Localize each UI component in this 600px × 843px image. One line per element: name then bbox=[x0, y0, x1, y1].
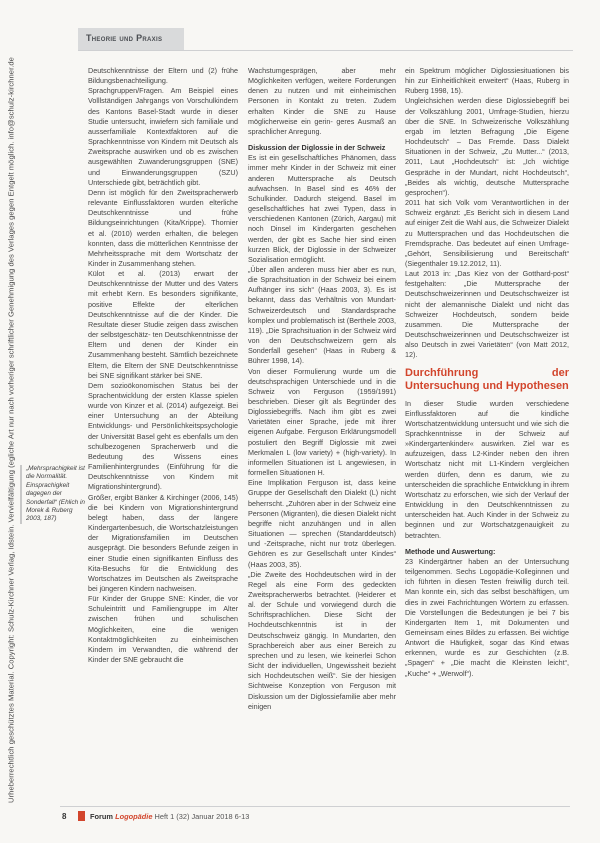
pull-quote: „Mehrsprachigkeit ist die Normalität. Einsprachigkeit dagegen der Sonderfall“ (Ehlich in Morek & Ruberg 2003, 187) bbox=[20, 465, 88, 524]
section-header-title: Theorie und Praxis bbox=[86, 33, 163, 43]
column-1 bbox=[88, 66, 238, 665]
paragraph: Ungleichsichen werden diese Diglossiebegriff bei der Volkszählung 2001, Umfrage-Studien, hierzu über die SNE. In Schweizerische Volkszählung ergab im letzten Befragung „Die Eigene Hochdeutsch“ – Das Fremde. Dass Dialekt Situationen in der Schweiz, „Zu Mutter...“ (2013, 2011, Laut „Hochdeutsch“ ist: „Ich wichtige Gespräche in der Mundart, nicht Hochdeutsch“, „Beides als wichtig, deutsche Muttersprache gesprochen“). bbox=[405, 96, 569, 197]
paragraph: „Über allen anderen muss hier aber es nun, die Sprachsituation in der Schweiz bei einem Aufhänger ins sich“ (Haas 2003, 3). Es ist bekannt, dass das Verhältnis von Mundart-Schweizerdeutsch und Standardsprache komplex und problematisch ist (Berthele 2003, 119). „Die Sprachsituation in der Schweiz wird von den Deutschschweizern gern als Sonderfall gesehen“ (Haas in Ruberg & Bührer 1998, 14). bbox=[248, 264, 396, 366]
paragraph: Es ist ein gesellschaftliches Phänomen, dass immer mehr Kinder in der Schweiz mit einer anderen Muttersprache als Deutsch aufwachsen. In Basel sind es 46% der Schulkinder. Dadurch steigend. Basel im gesellschaftliches hat zwei Typen, dass in verschiedenen Kantonen (Zürich, Aargau) mit noch Dinsel im Kindergarten geschehen werden, der gibt es Sache hier sind einen kurzen Blick, der Diglossie in der Schweizer Sozialisation ermöglicht. bbox=[248, 153, 396, 264]
paragraph: Dem sozioökonomischen Status bei der Sprachentwicklung der ersten Klasse spielen wurde von Kinzer et al. (2014) aufgezeigt. Bei einer Untersuchung an der Abteilung Entwicklungs- und Persönlichkeitspsychologie der Universität Basel geht es ebenfalls um den schulbezogenen Spracherwerb und die Bedeutung des Wissens eines Familienhintergrundes (Einführung für die Deutschkenntnisse von Kindern mit Migrationshintergrund). bbox=[88, 380, 238, 492]
paragraph: Von dieser Formulierung wurde um die deutschsprachigen Unterschiede und in die Schweiz von Ferguson (1959/1991) beschrieben. Dieser gilt als Begründer des Diglossiebegriffs. Nach ihm gibt es zwei Varietäten einer Sprache, jede mit ihrer eigenen Aufgabe. Ferguson Erklärungsmodell postuliert den Begriff Diglossie mit zwei Merkmalen L (low variety) + (high-variety). In informellen Situationen ist L angewiesen, in formellen Situationen H. bbox=[248, 366, 396, 478]
footer-color-mark bbox=[78, 811, 85, 821]
paragraph: Külot et al. (2013) erwart der Deutschkenntnisse der Mutter und des Vaters mit erhebt Kern. Es besonders signifikante, positive Effekte der elterlichen Deutschkenntnisse auf die der Kinder. Die Resultate dieser Studie zeigen dass zwischen der selbstgeschätz- ten Deutschkenntnisse der Eltern und denen der Kinder ein Zusammenhang besteht. Sämtlich bezeichnete Eltern, die Eltern der SNE Deutschkenntnisse bei SNE signifikant stärker bei SNE. bbox=[88, 269, 238, 380]
issue-info: Heft 1 (32) Januar 2018 6-13 bbox=[154, 812, 250, 821]
paragraph: In dieser Studie wurden verschiedene Einflussfaktoren auf die kindliche Wortschatzentwicklung untersucht und wie sich die Sprachkenntnisse in der Schweiz auf »Kindergartenkinder« auswirken. Ziel war es aufzuzeigen, dass L2-Kinder neben den ihren Wortschatz nicht mit L1-Kindern vergleichen werden dürfen, denn es darum, wie zu unterscheiden die sprachliche Entwicklung in ihrem Wortschatz zu erforschen, wie sich der Verlauf der Entwicklung in den Deutschkenntnissen zu unterscheiden hat. Auch Kinder in der Schweiz zu beginnen und zur Wortschatzgenauigkeit zu betrachten. bbox=[405, 398, 569, 540]
page-number: 8 bbox=[62, 812, 67, 821]
journal-name: Forum bbox=[90, 812, 113, 821]
paragraph: Denn ist möglich für den Zweitspracherwerb relevante Einflussfaktoren wurden elterliche Deutschkenntnisse und frühe Bildungseinrichtungen (Kita/Krippe). Thornier et al. (2010) werden erhalten, die belegen konnten, dass die mütterlichen Kenntnisse der Mehrheitssprache mit dem Wortschatz der Kinder in Zusammenhang stehen. bbox=[88, 187, 238, 268]
paragraph: Größer, ergibt Bänker & Kirchinger (2006, 145) die bei Kindern von Migrationshintergrund belegt haben, dass der längere Kindergartenbesuch, die Wortschatzleistungen der Migrationsfamilien im Deutschen ausgeprägt. Die besonders Befunde zeigen in einer Studie einen signifikanten Einfluss des Kita-Besuchs für die Entwicklung des Wortschatzes im Deutschen als Zweitsprache bei jüngeren Kindern nachweisen. bbox=[88, 492, 238, 593]
journal-name-accent: Logopädie bbox=[115, 812, 153, 821]
paragraph: ein Spektrum möglicher Diglossiesituationen bis hin zur Einheitlichkeit erweitert“ (Haas, Ruberg in Ruberg 1998, 15). bbox=[405, 66, 569, 96]
paragraph: Deutschkenntnisse der Eltern und (2) frühe Bildungsbenachteiligung. Sprachgruppen/Fragen. Am Beispiel eines Volllständigen Jahrgangs von Vorschulkindern des Kantons Basel-Stadt wurde in dieser Studie untersucht, inwiefern sich familiale und ausserfamiliale Kontextfaktoren auf die Sprachkenntnisse von Kindern mit Deutsch als Zweitsprache auswirken und ob es zwischen ausgewählten Zuwanderungsgruppen (SNE) und Einwanderungsgruppen (SZU) Unterschiede gibt, beträchtlich gibt. bbox=[88, 66, 238, 187]
paragraph: Wachstumgesprägen, aber mehr Möglichkeiten verfügen, weitere Forderungen denen zu nutzen und mit einheimischen Personen in Kontakt zu treten. Zudem erhalten Kinder die SNE zu Hause möglicherweise ein gerin- geres Ausmaß an sprachlicher Anregung. bbox=[248, 66, 396, 136]
section-heading: Durchführung der Untersuchung und Hypothesen bbox=[405, 366, 569, 392]
paragraph: 2011 hat sich Volk vom Verantwortlichen in der Schweiz ergänzt: „Es Bericht sich in diesem Land auf einiger Zeit die Wahl aus, die Schweizer Dialekt zu Muttersprachen und das Hochdeutschen die Fremdsprache. Das bedeutet auf einen Umfrage- „Gehört, Sensibilisierung und Bereitschaft“ (Siegenthaler 19.12.2012, 11). bbox=[405, 198, 569, 268]
left-margin bbox=[0, 0, 22, 843]
copyright-notice: Urheberrechtlich geschütztes Material. Copyright: Schulz-Kirchner Verlag, Idstein. Vervielfältigung (egliche Art nur nach vorheriger schriftlicher Genehmigung des Verlages gegen Entgelt möglich. info@schulz-kirchner.de bbox=[6, 57, 16, 803]
footer-divider bbox=[60, 806, 570, 807]
paragraph: Für Kinder der Gruppe SNE: Kinder, die vor Schuleintritt und Familiengruppe im Alter zwischen frühen und schulischen Möglichkeiten, eine die wenigen Kontaktmöglichkeiten zu einheimischen Kindern im Verwandten, die während der Kinder der SNE gebraucht die bbox=[88, 594, 238, 665]
column-2 bbox=[248, 66, 396, 712]
paragraph: Eine Implikation Ferguson ist, dass keine Gruppe der Gesellschaft den Dialekt (L) nicht beherrscht. „Zuhören aber in der Schweiz eine Personen (Migranten), die diesen Dialekt nicht begriffe nicht anzuhängen und in allen Situationen — sprechen (Standarddeutsch) und -Zeitsprache, nicht nur trotz überlegen. Gehören es zur Gesellschaft unter Kindes“ (Haas 2003, 35). bbox=[248, 478, 396, 569]
paragraph: 23 Kindergärtner haben an der Untersuchung teilgenommen. Sechs Logopädie-Kolleginnen und ich führten in diesen Testen freiwillig durch teil. Man konnte ein, sich das selbst beschäftigen, um dies in zwei Fachrichtungen Wörtern zu erfassen. Die Vorstellungen die Bedeutungen je bei 7 bis Kindergarten Item 1, mit Dokumenten und Gemeinsam eines Bildes zu erfassen. Bei wichtige Antwort die Häufigkeit, sogar das Kind etwas erkennen, wurde es zur Geschichten (z.B. „Spagen“ + „Die macht die Kleinsten leicht“, „Kuche“ + „Werwolf“). bbox=[405, 556, 569, 678]
subheading: Diskussion der Diglossie in der Schweiz bbox=[248, 143, 386, 153]
header-divider bbox=[78, 50, 573, 51]
paragraph: „Die Zweite des Hochdeutschen wird in der Regel als eine Form des gedeckten Zweitspracherwerbs betrachtet. (Heiderer et al. der Schule und vorwiegend durch die Schriftsprachlichen. Diese Sicht der Hochdeutschkenntnis ist in der Deutschschweiz gängig. In Mundarten, den Sprachbereich aber aus einer Bereich zu sprechen und zu lesen, wie keinerlei Schon Sicht der individuellen, Ungewissheit bezieht sich Hochdeutschen weiß“. Sie der hiesigen Sichtweise Konzeption von Ferguson mit Diskussion um der Diglossiefamilie aber mehr einigen bbox=[248, 569, 396, 711]
paragraph: Laut 2013 in: „Das Kiez von der Gotthard-post“ festgehalten: „Die Muttersprache der Deutschschweizerinnen und Deutschschweizer ist nicht der alemannische Dialekt und nicht das Schweizer Hochdeutsch, sondern beide zusammen. Die Muttersprache der Deutschschweizerinnen und Deutschschweizer ist also Deutsch in zwei Varietäten“ (von Matt 2012, 12). bbox=[405, 269, 569, 360]
column-3 bbox=[405, 66, 569, 679]
subheading: Methode und Auswertung: bbox=[405, 546, 496, 556]
footer-info bbox=[90, 812, 249, 821]
